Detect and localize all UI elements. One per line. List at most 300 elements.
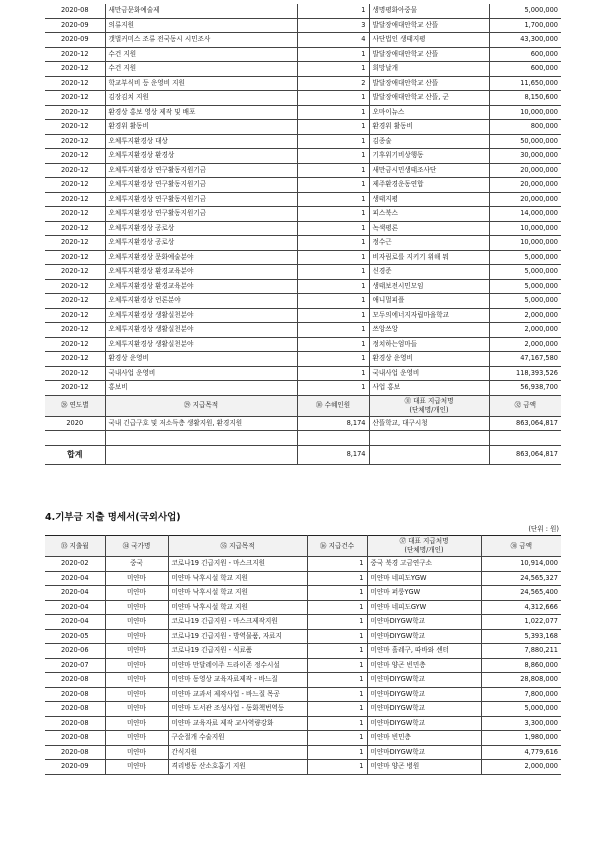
table-row: [45, 366, 561, 381]
cell-purpose: 미얀마 낙후시설 학교 지원: [168, 586, 307, 601]
cell-count: 1: [307, 716, 367, 731]
cell-recipient: 사단법인 생태지평: [369, 33, 489, 48]
cell-count: 1: [307, 702, 367, 717]
cell-amount: 4,312,666: [481, 600, 561, 615]
cell-amount: 24,565,327: [481, 571, 561, 586]
cell-recipient: 피스북스: [369, 207, 489, 222]
cell-country: 미얀마: [105, 760, 168, 775]
cell-country: 미얀마: [105, 716, 168, 731]
cell-purpose: 오체투지환경상 연구활동지원기금: [105, 207, 297, 222]
table-row: [45, 294, 561, 309]
cell-amount: 5,000,000: [481, 702, 561, 717]
cell-date: 2020-07: [45, 658, 105, 673]
cell-count: 1: [307, 644, 367, 659]
cell-count: 1: [297, 265, 369, 280]
cell-amount: 2,000,000: [481, 760, 561, 775]
cell-amount: 14,000,000: [489, 207, 561, 222]
cell-count: 1: [307, 760, 367, 775]
cell-count: 4: [297, 33, 369, 48]
cell-date: 2020-12: [45, 265, 105, 280]
table-row: [45, 207, 561, 222]
cell-purpose: 홍보비: [105, 381, 297, 396]
header-amount: ㊳ 금액: [481, 536, 561, 557]
total-row: [45, 445, 561, 464]
table-row: [45, 586, 561, 601]
cell-recipient: 모두의에너지자립마을학교: [369, 308, 489, 323]
cell-country: 미얀마: [105, 702, 168, 717]
cell-purpose: 의류지원: [105, 18, 297, 33]
cell-date: 2020-08: [45, 731, 105, 746]
cell-amount: 800,000: [489, 120, 561, 135]
cell-purpose: 미얀마 동영상 교육자료제작 - 바느질: [168, 673, 307, 688]
cell-amount: 600,000: [489, 47, 561, 62]
table-row: [45, 4, 561, 18]
table-row: [45, 644, 561, 659]
cell-date: 2020-04: [45, 615, 105, 630]
total-label: 합계: [45, 445, 105, 464]
cell-purpose: 오체투지환경상 생활실천분야: [105, 323, 297, 338]
cell-count: 1: [307, 586, 367, 601]
domestic-expense-table: [45, 4, 561, 465]
cell-purpose: 미얀마 도서관 조성사업 - 동화책번역등: [168, 702, 307, 717]
table-row: [45, 279, 561, 294]
cell-purpose: 오체투지환경상 연구활동지원기금: [105, 178, 297, 193]
cell-count: 1: [297, 192, 369, 207]
table-row: [45, 760, 561, 775]
cell-count: 1: [297, 207, 369, 222]
cell-recipient: 비자림로를 지키기 위해 뭐: [369, 250, 489, 265]
cell-country: 미얀마: [105, 615, 168, 630]
cell-purpose: 환경상 홍보 영상 제작 및 배포: [105, 105, 297, 120]
table-row: [45, 105, 561, 120]
cell-date: 2020-12: [45, 47, 105, 62]
cell-date: 2020-09: [45, 33, 105, 48]
cell-date: 2020-12: [45, 352, 105, 367]
cell-recipient: 애니멀피플: [369, 294, 489, 309]
total-beneficiaries: 8,174: [297, 445, 369, 464]
cell-purpose: 코로나19 긴급지원 - 방역물품, 자료지: [168, 629, 307, 644]
table-row: [45, 381, 561, 396]
cell-purpose: 간식지원: [168, 745, 307, 760]
table-row: [45, 658, 561, 673]
table-row: [45, 120, 561, 135]
cell-amount: 30,000,000: [489, 149, 561, 164]
table-row: [45, 557, 561, 572]
table-row: [45, 600, 561, 615]
cell-date: 2020-12: [45, 337, 105, 352]
cell-date: 2020-08: [45, 745, 105, 760]
cell-recipient: 오마이뉴스: [369, 105, 489, 120]
cell-amount: 8,860,000: [481, 658, 561, 673]
cell-recipient: 미얀마DIYGW학교: [367, 702, 481, 717]
cell-date: 2020-12: [45, 105, 105, 120]
cell-recipient: 생명평화아중물: [369, 4, 489, 18]
cell-date: 2020-12: [45, 366, 105, 381]
cell-count: 1: [307, 615, 367, 630]
cell-date: 2020-08: [45, 687, 105, 702]
table-row: [45, 76, 561, 91]
table-row: [45, 62, 561, 77]
cell-count: 1: [307, 745, 367, 760]
cell-count: 1: [297, 149, 369, 164]
cell-amount: 4,779,616: [481, 745, 561, 760]
cell-count: 1: [297, 308, 369, 323]
cell-count: 1: [307, 629, 367, 644]
section-title: 4.기부금 지출 명세서(국외사업): [45, 512, 181, 523]
cell-amount: 2,000,000: [489, 308, 561, 323]
cell-date: 2020-04: [45, 600, 105, 615]
cell-count: 1: [297, 352, 369, 367]
cell-recipient: 정수근: [369, 236, 489, 251]
table-row: [45, 615, 561, 630]
cell-purpose: 코로나19 긴급지원 - 마스크제작지원: [168, 615, 307, 630]
overseas-expense-table: [45, 535, 561, 775]
cell-amount: 5,000,000: [489, 250, 561, 265]
header-recipient: ㊲ 대표 지급처명 (단체명/개인): [367, 536, 481, 557]
cell-purpose: 오체투지환경상 공로상: [105, 221, 297, 236]
cell-date: 2020-12: [45, 76, 105, 91]
cell-amount: 1,980,000: [481, 731, 561, 746]
cell-date: 2020-09: [45, 18, 105, 33]
table-row: [45, 308, 561, 323]
cell-country: 미얀마: [105, 629, 168, 644]
cell-purpose: 환경위 활동비: [105, 120, 297, 135]
cell-purpose: 미얀마 낙후시설 학교 지원: [168, 600, 307, 615]
cell-recipient: 국내사업 운영비: [369, 366, 489, 381]
cell-date: 2020-04: [45, 586, 105, 601]
table-row: [45, 265, 561, 280]
cell-recipient: 녹색평론: [369, 221, 489, 236]
table-row: [45, 571, 561, 586]
cell-amount: 20,000,000: [489, 192, 561, 207]
cell-purpose: 오체투지환경상 연구활동지원기금: [105, 163, 297, 178]
cell-purpose: 김장김치 지원: [105, 91, 297, 106]
table-row: [45, 250, 561, 265]
cell-count: 1: [297, 323, 369, 338]
cell-recipient: 미얀마DIYGW학교: [367, 615, 481, 630]
cell-amount: 2,000,000: [489, 323, 561, 338]
table-row: [45, 236, 561, 251]
cell-amount: 10,000,000: [489, 105, 561, 120]
cell-year: 2020: [45, 416, 105, 431]
cell-date: 2020-12: [45, 91, 105, 106]
cell-count: 1: [297, 366, 369, 381]
table-row: [45, 192, 561, 207]
cell-recipient: 희망날개: [369, 62, 489, 77]
cell-recipient: 미얀마DIYGW학교: [367, 687, 481, 702]
cell-date: 2020-08: [45, 4, 105, 18]
cell-country: 미얀마: [105, 687, 168, 702]
cell-date: 2020-02: [45, 557, 105, 572]
cell-date: 2020-12: [45, 279, 105, 294]
table-row: [45, 149, 561, 164]
table-row: [45, 163, 561, 178]
cell-count: 1: [297, 294, 369, 309]
cell-empty: [297, 431, 369, 446]
cell-date: 2020-09: [45, 760, 105, 775]
cell-count: 1: [297, 178, 369, 193]
cell-count: 1: [307, 571, 367, 586]
cell-amount: 24,565,400: [481, 586, 561, 601]
cell-purpose: 구순절개 수술지원: [168, 731, 307, 746]
cell-date: 2020-08: [45, 673, 105, 688]
cell-date: 2020-08: [45, 716, 105, 731]
cell-purpose: 미얀마 교과서 제작사업 - 바느질 목공: [168, 687, 307, 702]
cell-count: 1: [297, 91, 369, 106]
table-row: [45, 178, 561, 193]
cell-purpose: 수건 지원: [105, 62, 297, 77]
cell-recipient: 미얀마DIYGW학교: [367, 629, 481, 644]
table-row: [45, 745, 561, 760]
cell-empty: [369, 431, 489, 446]
cell-purpose: 수건 지원: [105, 47, 297, 62]
table-row: [45, 673, 561, 688]
cell-purpose: 미얀마 낙후시설 학교 지원: [168, 571, 307, 586]
cell-purpose: 오체투지환경상 환경교육분야: [105, 279, 297, 294]
cell-country: 미얀마: [105, 673, 168, 688]
cell-amount: 2,000,000: [489, 337, 561, 352]
table-row: [45, 134, 561, 149]
table-row: [45, 47, 561, 62]
cell-purpose: 오체투지환경상 환경상: [105, 149, 297, 164]
cell-recipient: 김종술: [369, 134, 489, 149]
cell-count: 1: [297, 105, 369, 120]
cell-purpose: 오체투지환경상 환경교육분야: [105, 265, 297, 280]
cell-count: 2: [297, 76, 369, 91]
cell-amount: 47,167,580: [489, 352, 561, 367]
cell-country: 미얀마: [105, 731, 168, 746]
cell-recipient: 신경준: [369, 265, 489, 280]
cell-recipient: 생태지평: [369, 192, 489, 207]
cell-recipient: 새만금시민생태조사단: [369, 163, 489, 178]
cell-amount: 5,393,168: [481, 629, 561, 644]
cell-amount: 20,000,000: [489, 163, 561, 178]
cell-amount: 50,000,000: [489, 134, 561, 149]
cell-recipient: 제주환경운동연합: [369, 178, 489, 193]
cell-purpose: 격리병동 산소호흡기 지원: [168, 760, 307, 775]
cell-date: 2020-12: [45, 221, 105, 236]
cell-amount: 28,808,000: [481, 673, 561, 688]
header-recipient: ㉛ 대표 지급처명 (단체명/개인): [369, 395, 489, 416]
cell-date: 2020-12: [45, 192, 105, 207]
cell-date: 2020-12: [45, 178, 105, 193]
cell-amount: 3,300,000: [481, 716, 561, 731]
cell-count: 1: [307, 600, 367, 615]
summary-row: [45, 416, 561, 431]
cell-count: 1: [297, 120, 369, 135]
cell-date: 2020-12: [45, 120, 105, 135]
cell-date: 2020-12: [45, 163, 105, 178]
total-amount: 863,064,817: [489, 445, 561, 464]
cell-recipient: 미얀마DIYGW학교: [367, 673, 481, 688]
cell-date: 2020-06: [45, 644, 105, 659]
cell-date: 2020-12: [45, 236, 105, 251]
cell-date: 2020-12: [45, 323, 105, 338]
cell-recipient: 사업 홍보: [369, 381, 489, 396]
cell-purpose: 오체투지환경상 언론분야: [105, 294, 297, 309]
cell-recipient: 미얀마 빈민층: [367, 731, 481, 746]
cell-count: 1: [297, 134, 369, 149]
cell-recipient: 쓰앙쓰앙: [369, 323, 489, 338]
table-row: [45, 221, 561, 236]
cell-empty: [45, 431, 105, 446]
cell-purpose: 오체투지환경상 생활실천분야: [105, 308, 297, 323]
cell-date: 2020-12: [45, 134, 105, 149]
cell-amount: 5,000,000: [489, 4, 561, 18]
cell-count: 1: [297, 4, 369, 18]
cell-purpose: 오체투지환경상 공로상: [105, 236, 297, 251]
summary-header-row: [45, 395, 561, 416]
cell-country: 미얀마: [105, 571, 168, 586]
table-row: [45, 629, 561, 644]
table-row: [45, 91, 561, 106]
cell-amount: 7,880,211: [481, 644, 561, 659]
cell-purpose: 환경상 운영비: [105, 352, 297, 367]
cell-count: 1: [297, 163, 369, 178]
cell-count: 1: [297, 337, 369, 352]
cell-recipient: 미얀마DIYGW학교: [367, 716, 481, 731]
cell-count: 1: [297, 221, 369, 236]
cell-count: 1: [297, 250, 369, 265]
cell-recipient: 미얀마 양곤 병원: [367, 760, 481, 775]
cell-purpose: 오체투지환경상 대상: [105, 134, 297, 149]
cell-date: 2020-12: [45, 308, 105, 323]
table-row: [45, 18, 561, 33]
cell-purpose: 오체투지환경상 생활실천분야: [105, 337, 297, 352]
cell-country: 미얀마: [105, 586, 168, 601]
cell-country: 중국: [105, 557, 168, 572]
table-row: [45, 337, 561, 352]
cell-amount: 1,022,077: [481, 615, 561, 630]
cell-date: 2020-12: [45, 149, 105, 164]
cell-empty: [489, 431, 561, 446]
cell-recipient: 미얀마 퍼룽YGW: [367, 586, 481, 601]
cell-empty: [105, 445, 297, 464]
cell-purpose: 학교부식비 등 운영비 지원: [105, 76, 297, 91]
cell-amount: 8,150,600: [489, 91, 561, 106]
cell-purpose: 코로나19 긴급지원 - 식료품: [168, 644, 307, 659]
table-row: [45, 323, 561, 338]
cell-amount: 600,000: [489, 62, 561, 77]
cell-count: 1: [307, 673, 367, 688]
table-row: [45, 352, 561, 367]
table-row: [45, 702, 561, 717]
cell-recipient: 미얀마 흘레구, 따바와 센터: [367, 644, 481, 659]
cell-count: 3: [297, 18, 369, 33]
cell-purpose: 미얀마 교육자료 제작 교사역량강화: [168, 716, 307, 731]
cell-date: 2020-04: [45, 571, 105, 586]
cell-date: 2020-12: [45, 250, 105, 265]
cell-country: 미얀마: [105, 745, 168, 760]
cell-purpose: 국내사업 운영비: [105, 366, 297, 381]
header-year: ㉘ 연도별: [45, 395, 105, 416]
cell-purpose: 코로나19 긴급지원 - 마스크지원: [168, 557, 307, 572]
cell-empty: [105, 431, 297, 446]
header-country: ㉞ 국가명: [105, 536, 168, 557]
cell-recipient: 발달장애대안학교 산뜰, 군: [369, 91, 489, 106]
cell-count: 1: [297, 236, 369, 251]
cell-country: 미얀마: [105, 644, 168, 659]
header-beneficiaries: ㉚ 수혜인원: [297, 395, 369, 416]
cell-recipient: 중국 북경 고금연구소: [367, 557, 481, 572]
unit-label: (단위 : 원): [528, 525, 559, 533]
cell-amount: 11,650,000: [489, 76, 561, 91]
cell-recipient: 발달장애대안학교 산뜰: [369, 47, 489, 62]
blank-row: [45, 431, 561, 446]
cell-beneficiaries: 8,174: [297, 416, 369, 431]
cell-amount: 5,000,000: [489, 279, 561, 294]
cell-amount: 10,000,000: [489, 236, 561, 251]
cell-date: 2020-12: [45, 294, 105, 309]
cell-recipient: 환경상 운영비: [369, 352, 489, 367]
cell-date: 2020-08: [45, 702, 105, 717]
cell-count: 1: [307, 658, 367, 673]
cell-recipient: 기후위기비상행동: [369, 149, 489, 164]
cell-purpose: 오체투지환경상 문화예술분야: [105, 250, 297, 265]
cell-amount: 20,000,000: [489, 178, 561, 193]
cell-count: 1: [297, 381, 369, 396]
cell-count: 1: [307, 731, 367, 746]
cell-recipient: 정치하는엄마들: [369, 337, 489, 352]
cell-count: 1: [297, 279, 369, 294]
cell-date: 2020-12: [45, 381, 105, 396]
cell-amount: 43,300,000: [489, 33, 561, 48]
cell-country: 미얀마: [105, 600, 168, 615]
table-row: [45, 716, 561, 731]
table-row: [45, 731, 561, 746]
cell-recipient: 발달장애대안학교 산뜰: [369, 18, 489, 33]
header-amount: ㉜ 금액: [489, 395, 561, 416]
cell-country: 미얀마: [105, 658, 168, 673]
cell-amount: 1,700,000: [489, 18, 561, 33]
cell-recipient: 산뜰학교, 대구시청: [369, 416, 489, 431]
cell-amount: 10,914,000: [481, 557, 561, 572]
cell-date: 2020-12: [45, 62, 105, 77]
cell-recipient: 환경위 활동비: [369, 120, 489, 135]
cell-count: 1: [297, 62, 369, 77]
cell-date: 2020-12: [45, 207, 105, 222]
header-date: ㉝ 지출월: [45, 536, 105, 557]
cell-amount: 7,800,000: [481, 687, 561, 702]
header-purpose: ㉙ 지급목적: [105, 395, 297, 416]
cell-purpose: 오체투지환경상 연구활동지원기금: [105, 192, 297, 207]
cell-recipient: 미얀마DIYGW학교: [367, 745, 481, 760]
cell-recipient: 미얀마 네피도YGW: [367, 571, 481, 586]
cell-amount: 56,938,700: [489, 381, 561, 396]
header-count: ㊱ 지급건수: [307, 536, 367, 557]
cell-date: 2020-05: [45, 629, 105, 644]
cell-amount: 10,000,000: [489, 221, 561, 236]
cell-count: 1: [307, 687, 367, 702]
cell-empty: [369, 445, 489, 464]
overseas-header-row: [45, 536, 561, 557]
cell-recipient: 발달장애대안학교 산뜰: [369, 76, 489, 91]
cell-purpose: 미얀마 만달레이주 드라이존 정수시설: [168, 658, 307, 673]
header-purpose: ㉟ 지급목적: [168, 536, 307, 557]
cell-purpose: 국내 긴급구호 및 저소득층 생활지원, 환경지원: [105, 416, 297, 431]
cell-amount: 118,393,526: [489, 366, 561, 381]
cell-purpose: 새만금문화예술제: [105, 4, 297, 18]
cell-purpose: 갯벌커미스 조류 전국동시 시민조사: [105, 33, 297, 48]
table-row: [45, 687, 561, 702]
cell-amount: 5,000,000: [489, 294, 561, 309]
cell-recipient: 미얀마 양곤 빈민층: [367, 658, 481, 673]
table-row: [45, 33, 561, 48]
cell-count: 1: [307, 557, 367, 572]
cell-amount: 5,000,000: [489, 265, 561, 280]
cell-recipient: 미얀마 네피도GYW: [367, 600, 481, 615]
cell-count: 1: [297, 47, 369, 62]
